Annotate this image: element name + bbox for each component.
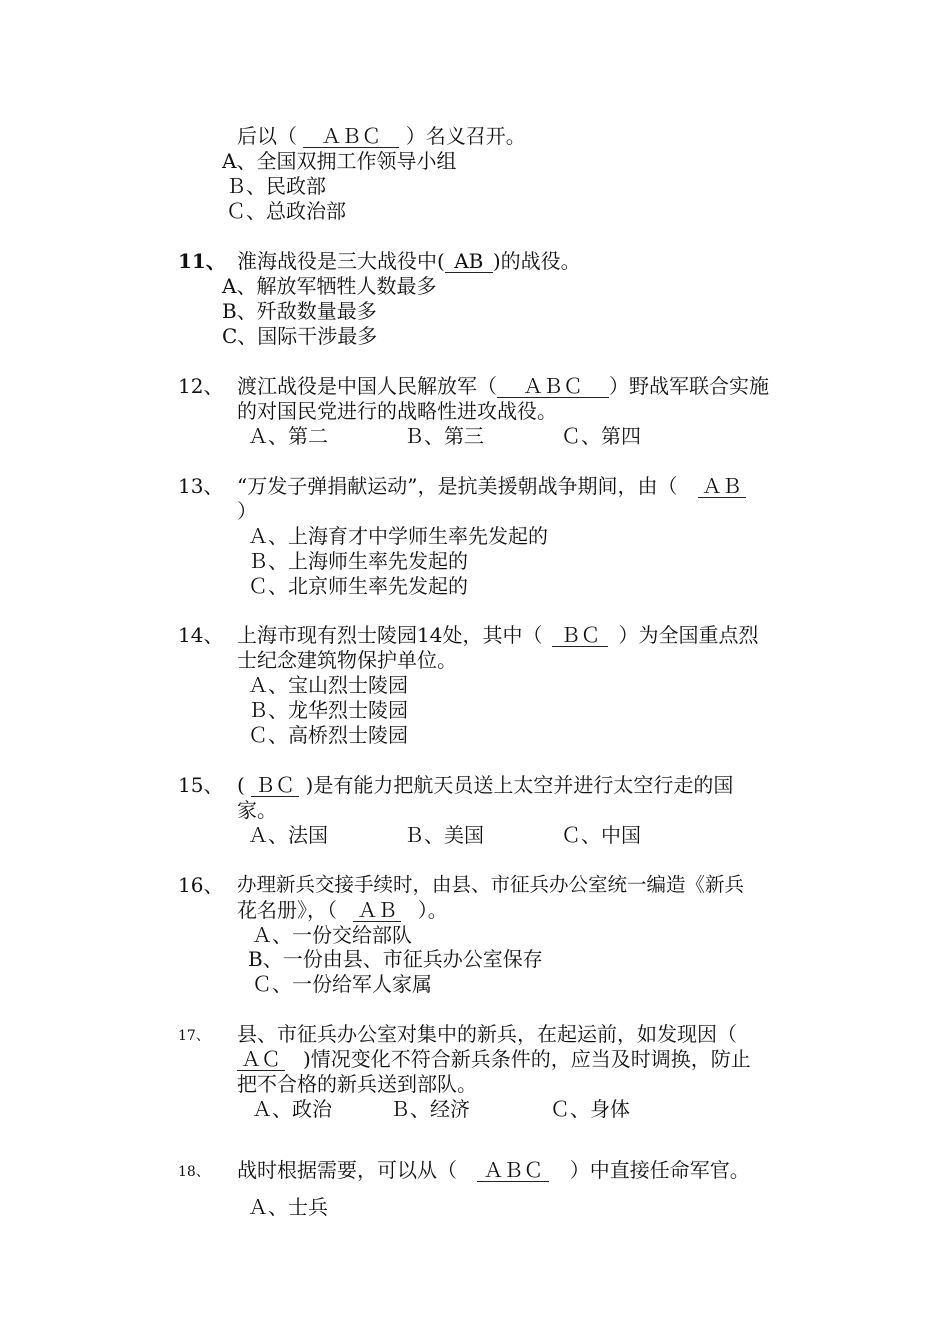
q10-option-a: A、全国双拥工作领导小组 (222, 149, 457, 173)
q12-answer: ＡＢＣ (497, 376, 609, 398)
q16-answer: ＡＢ (353, 900, 401, 922)
q13-option-c: Ｃ、北京师生率先发起的 (248, 574, 468, 598)
q14-stem-line1 (237, 623, 758, 647)
q10-stem-pre: 后以（ (237, 124, 297, 148)
q14-answer: ＢＣ (552, 625, 608, 647)
q16-option-c: Ｃ、一份给军人家属 (252, 972, 432, 996)
q11-option-b: B、歼敌数量最多 (222, 299, 377, 323)
q16-stem-line1: 办理新兵交接手续时，由县、市征兵办公室统一编造《新兵 (237, 873, 745, 896)
q10-stem-post: ）名义召开。 (405, 124, 526, 148)
q18-stem-post: ）中直接任命军官。 (569, 1158, 750, 1182)
q10-option-b: Ｂ、民政部 (226, 174, 326, 198)
q18-stem-line1 (237, 1158, 750, 1182)
q12-option-a: Ａ、第二 (248, 424, 328, 448)
q17-answer: ＡＣ (237, 1049, 285, 1071)
q12-stem-line2: 的对国民党进行的战略性进攻战役。 (237, 399, 557, 423)
q14-stem-mid: 处，其中（ (442, 623, 543, 647)
q10-stem (237, 124, 526, 148)
q14-stem-line2: 士纪念建筑物保护单位。 (237, 648, 457, 672)
q14-stem-count: 14 (417, 623, 443, 647)
q16-stem-pre: 花名册》，（ (237, 898, 337, 922)
q13-stem-line1 (237, 474, 746, 498)
q11-stem-post: )的战役。 (492, 249, 581, 273)
q14-option-b: Ｂ、龙华烈士陵园 (248, 698, 408, 722)
q15-stem-line2: 家。 (237, 798, 277, 822)
q16-option-b: B、一份由县、市征兵办公室保存 (248, 947, 543, 971)
q17-number: 17、 (178, 1028, 210, 1044)
q12-stem-post: ）野战军联合实施 (609, 374, 769, 398)
q15-option-b: Ｂ、美国 (404, 823, 484, 847)
q15-stem-pre: ( (237, 773, 245, 797)
q13-stem-pre: “万发子弹捐献运动”，是抗美援朝战争期间，由（ (237, 474, 678, 498)
q13-number: 13、 (178, 474, 224, 498)
q15-stem-line1 (237, 773, 733, 797)
q16-stem-line2 (237, 898, 448, 922)
q17-stem-line2 (237, 1047, 751, 1071)
q17-stem-post: )情况变化不符合新兵条件的，应当及时调换，防止 (303, 1047, 751, 1071)
q18-number: 18、 (178, 1164, 210, 1180)
q17-stem-line1: 县、市征兵办公室对集中的新兵，在起运前，如发现因（ (237, 1022, 737, 1046)
q11-number: 11、 (178, 249, 226, 273)
q18-answer: ＡＢＣ (477, 1160, 549, 1182)
q17-stem-line3: 把不合格的新兵送到部队。 (237, 1072, 477, 1096)
q11-answer: AB (445, 251, 493, 273)
q17-option-b: Ｂ、经济 (390, 1097, 470, 1121)
q16-option-a: Ａ、一份交给部队 (252, 923, 412, 947)
q15-stem-post: )是有能力把航天员送上太空并进行太空行走的国 (305, 773, 734, 797)
q10-answer: ＡＢＣ (303, 126, 399, 148)
q15-option-a: Ａ、法国 (248, 823, 328, 847)
q14-number: 14、 (178, 623, 224, 647)
q16-number: 16、 (178, 873, 224, 897)
q14-stem-post: ）为全国重点烈 (618, 623, 759, 647)
q14-stem-pre: 上海市现有烈士陵园 (237, 623, 417, 647)
q13-option-b: Ｂ、上海师生率先发起的 (248, 549, 468, 573)
q12-option-c: Ｃ、第四 (561, 424, 641, 448)
q18-option-a: Ａ、士兵 (248, 1195, 328, 1219)
q12-stem-line1 (237, 374, 769, 398)
q12-option-b: Ｂ、第三 (404, 424, 484, 448)
q17-option-a: Ａ、政治 (252, 1097, 332, 1121)
q13-option-a: Ａ、上海育才中学师生率先发起的 (248, 524, 548, 548)
q14-option-a: Ａ、宝山烈士陵园 (248, 673, 408, 697)
q11-option-c: C、国际干涉最多 (222, 324, 378, 348)
q11-stem (237, 249, 581, 273)
q11-stem-pre: 淮海战役是三大战役中( (237, 249, 445, 273)
q12-stem-pre: 渡江战役是中国人民解放军（ (237, 374, 497, 398)
q15-answer: ＢＣ (251, 775, 299, 797)
q16-stem-post: ）。 (417, 898, 448, 922)
q15-number: 15、 (178, 773, 224, 797)
q10-option-c: Ｃ、总政治部 (226, 199, 346, 223)
q13-answer: ＡＢ (698, 476, 746, 498)
q11-option-a: A、解放军牺牲人数最多 (222, 274, 437, 298)
q13-stem-line2: ） (237, 499, 257, 523)
q15-option-c: Ｃ、中国 (561, 823, 641, 847)
q12-number: 12、 (178, 374, 224, 398)
q14-option-c: Ｃ、高桥烈士陵园 (248, 723, 408, 747)
q17-option-c: Ｃ、身体 (550, 1097, 630, 1121)
q18-stem-pre: 战时根据需要，可以从（ (237, 1158, 457, 1182)
